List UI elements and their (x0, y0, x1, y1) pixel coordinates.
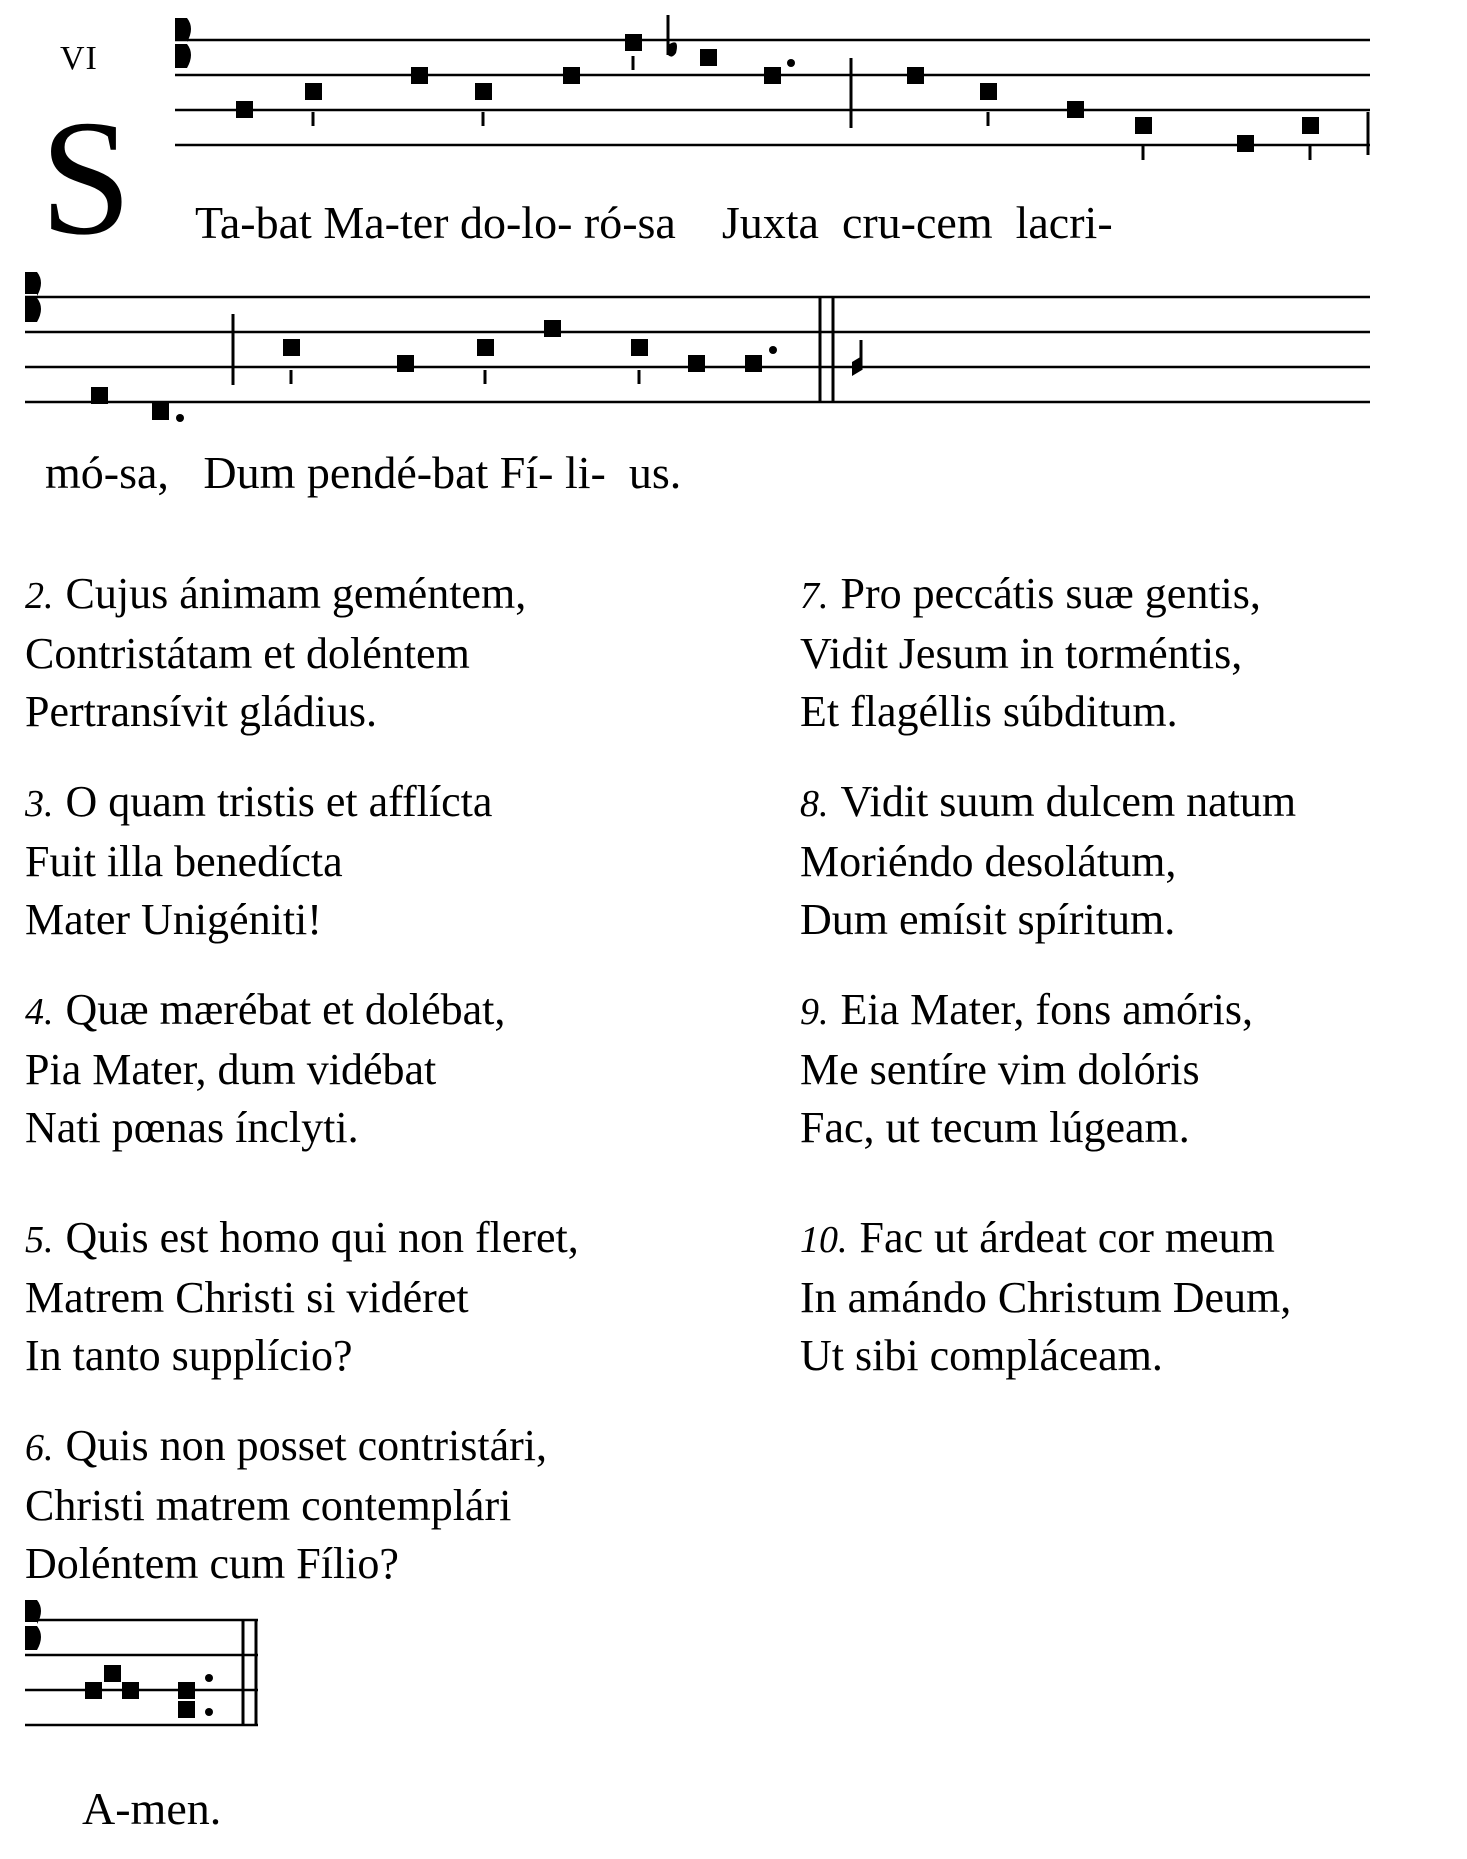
verse-line (800, 625, 1467, 683)
verse-text: Matrem Christi si vidéret (25, 1273, 469, 1322)
lyrics-line-2: mó-sa, Dum pendé-bat Fí- li- us. (45, 447, 682, 498)
verse-line (25, 683, 745, 741)
verse-number: 4. (25, 991, 54, 1033)
verse-number: 3. (25, 783, 54, 825)
verse-block (800, 565, 1467, 741)
staff-1 (175, 18, 1370, 155)
verse-text: Contristátam et doléntem (25, 629, 470, 678)
verse-text: In tanto supplício? (25, 1331, 353, 1380)
lyrics-line-1: Ta-bat Ma-ter do-lo- ró-sa Juxta cru-cem lacri- (195, 197, 1113, 248)
verse-text: Fac ut árdeat cor meum (859, 1213, 1275, 1262)
staff-2-notes (91, 320, 862, 422)
verse-line (800, 1269, 1467, 1327)
verse-line (25, 1477, 745, 1535)
verse-line (800, 833, 1467, 891)
verse-line (800, 773, 1467, 833)
verse-text: Christi matrem contemplári (25, 1481, 512, 1530)
verse-number: 9. (800, 991, 829, 1033)
do-clef-icon (25, 1600, 41, 1650)
mode-label: VI (60, 40, 98, 77)
verse-line (25, 625, 745, 683)
verse-number: 10. (800, 1219, 848, 1261)
verse-text: Quæ mærébat et dolébat, (65, 985, 506, 1034)
verse-text: Quis non posset contristári, (65, 1421, 548, 1470)
verse-line (800, 891, 1467, 949)
verse-block (25, 773, 745, 949)
verse-text: Eia Mater, fons amóris, (840, 985, 1253, 1034)
verse-line (800, 1041, 1467, 1099)
verse-text: Dum emísit spíritum. (800, 895, 1176, 944)
verse-line (800, 1099, 1467, 1157)
verse-number: 7. (800, 575, 829, 617)
verse-number: 6. (25, 1427, 54, 1469)
verse-text: In amándo Christum Deum, (800, 1273, 1292, 1322)
verse-text: Et flagéllis súbditum. (800, 687, 1178, 736)
verse-line (800, 981, 1467, 1041)
verse-line (25, 773, 745, 833)
initial-letter: S (40, 86, 132, 269)
verse-line (800, 1327, 1467, 1385)
verse-text: Mater Unigéniti! (25, 895, 322, 944)
verse-number: 8. (800, 783, 829, 825)
verse-line (25, 1269, 745, 1327)
verse-block (25, 1417, 745, 1593)
verse-line (25, 1209, 745, 1269)
staff-1-notes (236, 15, 1319, 160)
verse-line (25, 1417, 745, 1477)
verse-text: Cujus ánimam geméntem, (65, 569, 527, 618)
verse-line (25, 1099, 745, 1157)
verse-block (25, 981, 745, 1157)
verse-line (25, 1041, 745, 1099)
verse-block (800, 773, 1467, 949)
verse-text: Fuit illa benedícta (25, 837, 343, 886)
verses-right-column (800, 565, 1467, 1385)
verse-text: Doléntem cum Fílio? (25, 1539, 399, 1588)
verses-left-column (25, 565, 745, 1593)
do-clef-icon (175, 18, 191, 68)
verse-text: Ut sibi compláceam. (800, 1331, 1163, 1380)
verse-text: Moriéndo desolátum, (800, 837, 1177, 886)
verse-text: Quis est homo qui non fleret, (65, 1213, 579, 1262)
verse-text: Vidit suum dulcem natum (840, 777, 1297, 826)
verse-text: Me sentíre vim dolóris (800, 1045, 1200, 1094)
verse-number: 2. (25, 575, 54, 617)
staff-amen (25, 1600, 258, 1725)
verse-block (25, 1209, 745, 1385)
verse-line (25, 833, 745, 891)
verse-text: O quam tristis et afflícta (65, 777, 493, 826)
verse-block (800, 1209, 1467, 1385)
verse-text: Pro peccátis suæ gentis, (840, 569, 1261, 618)
verse-line (800, 565, 1467, 625)
verse-line (25, 1535, 745, 1593)
verse-line (25, 891, 745, 949)
staff-2 (25, 272, 1370, 402)
verse-text: Pia Mater, dum vidébat (25, 1045, 437, 1094)
verse-block (25, 565, 745, 741)
verse-line (25, 981, 745, 1041)
verse-text: Vidit Jesum in torméntis, (800, 629, 1243, 678)
verse-number: 5. (25, 1219, 54, 1261)
verse-text: Fac, ut tecum lúgeam. (800, 1103, 1190, 1152)
verse-block (800, 981, 1467, 1157)
verse-text: Pertransívit gládius. (25, 687, 377, 736)
verse-line (800, 1209, 1467, 1269)
verse-line (25, 565, 745, 625)
verse-line (800, 683, 1467, 741)
verse-line (25, 1327, 745, 1385)
amen-lyric: A-men. (82, 1783, 222, 1834)
verse-text: Nati pœnas ínclyti. (25, 1103, 359, 1152)
